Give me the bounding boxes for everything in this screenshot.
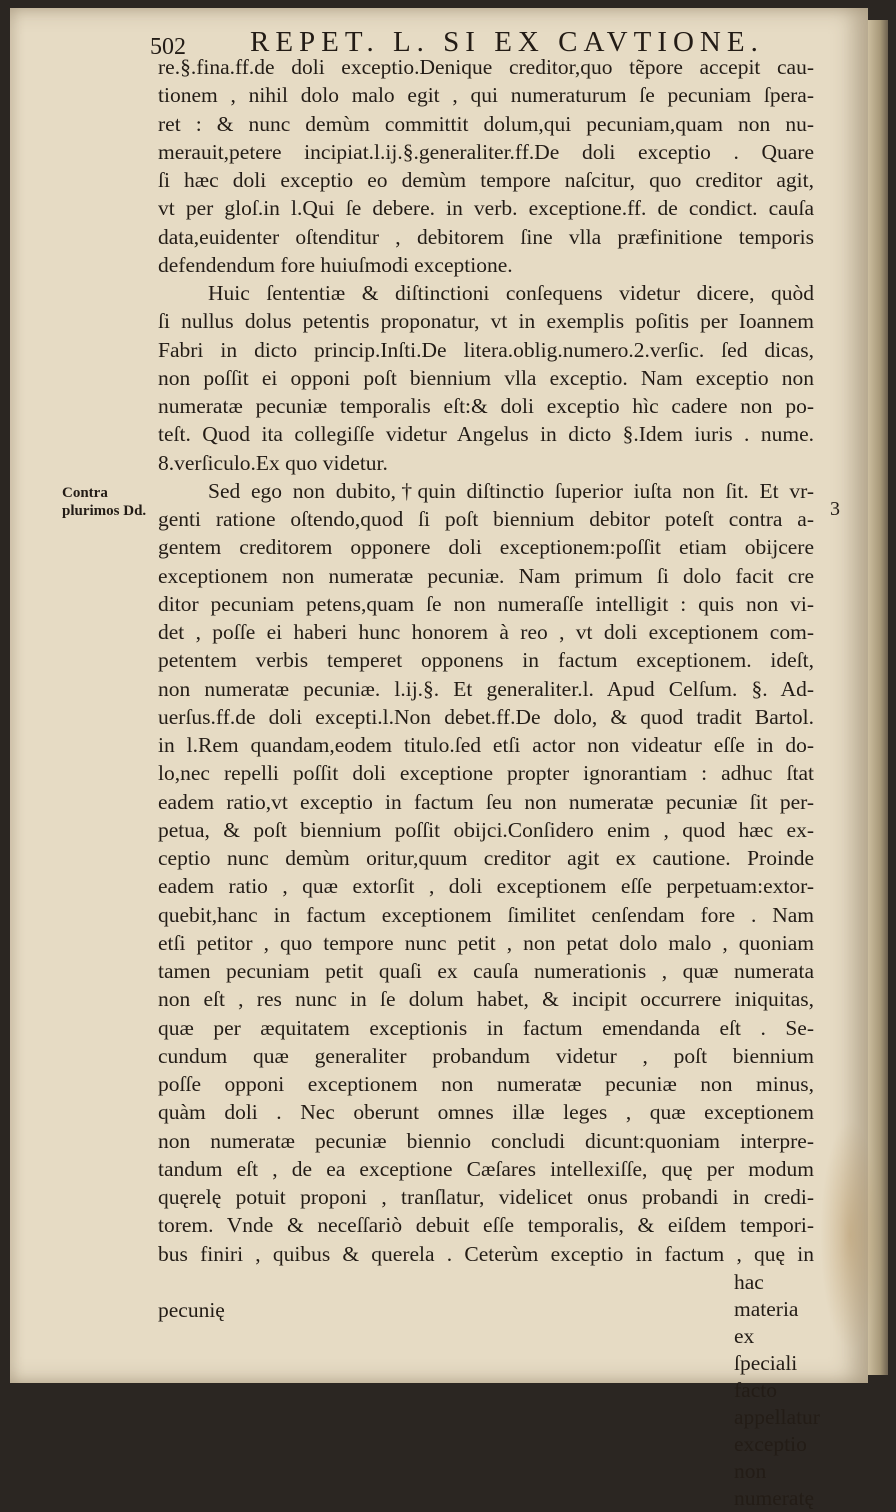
text-line: cundum quæ generaliter probandum videtur , poſt biennium [158,1043,814,1068]
text-line: non eſt , res nunc in ſe dolum habet, & incipit occurrere iniquitas, [158,987,814,1012]
text-line: 8.verſiculo.Ex quo videtur. [158,450,388,475]
text-line: genti ratione oſtendo,quod ſi poſt biennium debitor poteſt contra a- [158,507,814,531]
text-line: vt per gloſ.in l.Qui ſe debere. in verb. exceptione.ff. de condict. cauſa [158,196,814,221]
text-line: non poſſit ei opponi poſt biennium vlla exceptio. Nam exceptio non [158,365,814,390]
text-line: etſi petitor , quo tempore nunc petit , non petat dolo malo , quoniam [158,930,814,955]
text-line: hac materia ex ſpeciali facto appellatur exceptio non numeratę [734,1269,820,1510]
text-line: quàm doli . Nec oberunt omnes illæ leges , quæ exceptionem [158,1100,814,1125]
text-line: tionem , nihil dolo malo egit , qui numeraturum ſe pecuniam ſpera- [158,83,814,108]
text-line: ſi hæc doli exceptio eo demùm tempore naſcitur, quo creditor agit, [158,168,814,192]
text-line: merauit,petere incipiat.l.ij.§.generaliter.ff.De doli exceptio . Quare [158,139,814,164]
text-line: ret : & nunc demùm committit dolum,qui pecuniam,quam non nu- [158,111,814,136]
text-line: exceptionem non numeratæ pecuniæ. Nam primum ſi dolo facit cre [158,563,814,588]
text-line: tandum eſt , de ea exceptione Cæſares intellexiſſe, quę per modum [158,1156,814,1181]
text-line: quęrelę potuit proponi , tranſlatur, videlicet onus probandi in credi- [158,1185,814,1209]
text-line: eadem ratio , quæ extorſit , doli exceptionem eſſe perpetuam:extor- [158,874,814,899]
page-number: 502 [150,34,186,60]
text-line: numeratæ pecuniæ temporalis eſt:& doli exceptio hìc cadere non po- [158,394,814,418]
text-line: re.§.fina.ff.de doli exceptio.Denique creditor,quo tẽpore accepit cau- [158,55,814,79]
text-line: ceptio nunc demùm oritur,quum creditor agit ex cautione. Proinde [158,846,814,870]
text-line: Fabri in dicto princip.Inſti.De litera.oblig.numero.2.verſic. ſed dicas, [158,337,814,362]
text-line: Huic ſententiæ & diſtinctioni conſequens videtur dicere, quòd [208,281,814,305]
margin-note: Contra plurimos Dd. [62,485,147,519]
text-line: non numeratæ pecuniæ. l.ij.§. Et generaliter.l. Apud Celſum. §. Ad- [158,676,814,701]
text-line: Sed ego non dubito,†quin diſtinctio ſuperior iuſta non ſit. Et vr- [208,478,814,503]
text-line: pecunię [158,1298,225,1322]
text-line: quæ per æquitatem exceptionis in factum emendanda eſt . Se- [158,1015,814,1040]
text-line: uerſus.ff.de doli excepti.l.Non debet.ff.De dolo, & quod tradit Bartol. [158,704,814,729]
text-line: bus finiri , quibus & querela . Ceterùm exceptio in factum , quę in [158,1241,814,1266]
running-title: REPET. L. SI EX CAVTIONE. [250,26,764,58]
text-line: ditor pecuniam petens,quam ſe non numeraſſe intelligit : quis non vi- [158,591,814,616]
text-line: lo,nec repelli poſſit doli exceptione propter ignorantiam : adhuc ſtat [158,761,814,786]
text-line: eadem ratio,vt exceptio in factum ſeu non numeratæ pecuniæ ſit per- [158,789,814,814]
text-line: gentem creditorem opponere doli exceptionem:poſſit etiam obijcere [158,535,814,560]
text-line: det , poſſe ei haberi hunc honorem à reo , vt doli exceptionem com- [158,620,814,644]
margin-number: 3 [830,498,840,520]
text-line: poſſe opponi exceptionem non numeratæ pecuniæ non minus, [158,1072,814,1096]
text-line: data,euidenter oſtenditur , debitorem ſine vlla præfinitione temporis [158,224,814,249]
text-line: non numeratæ pecuniæ biennio concludi dicunt:quoniam interpre- [158,1128,814,1153]
text-line: tamen pecuniam petit quaſi ex cauſa numerationis , quæ numerata [158,959,814,983]
text-line: teſt. Quod ita collegiſſe videtur Angelus in dicto §.Idem iuris . nume. [158,422,814,447]
text-line: ſi nullus dolus petentis proponatur, vt in exemplis poſitis per Ioannem [158,309,814,334]
text-line: petua, & poſt biennium poſſit obijci.Conſidero enim , quod hæc ex- [158,817,814,842]
text-line: quebit,hanc in factum exceptionem ſimilitet cenſendam fore . Nam [158,902,814,927]
text-line: defendendum fore huiuſmodi exceptione. [158,252,513,277]
text-line: torem. Vnde & neceſſariò debuit eſſe temporalis, & eiſdem tempori- [158,1213,814,1238]
text-line: in l.Rem quandam,eodem titulo.ſed etſi actor non videatur eſſe in do- [158,733,814,757]
text-line: petentem verbis temperet opponens in factum exceptionem. ideſt, [158,648,814,673]
